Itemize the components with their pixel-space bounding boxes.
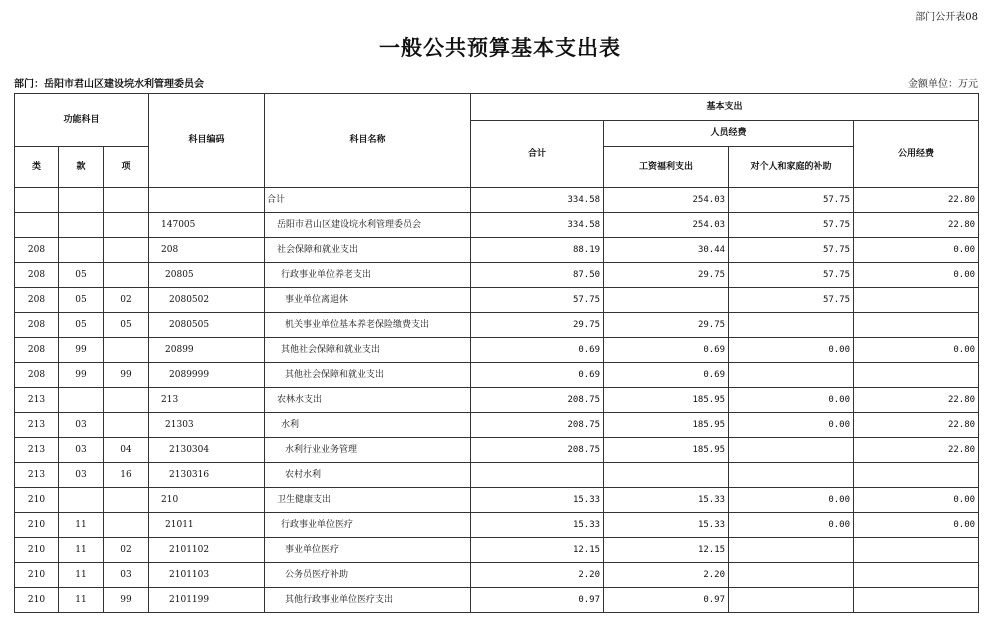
cell-wages: 254.03 — [604, 213, 729, 238]
cell-public: 0.00 — [854, 263, 979, 288]
cell-code: 2101199 — [149, 588, 265, 613]
cell-subsidy: 0.00 — [729, 513, 854, 538]
cell-xiang: 16 — [104, 463, 149, 488]
cell-code: 20805 — [149, 263, 265, 288]
header-kuan: 款 — [59, 147, 104, 188]
header-code: 科目编码 — [149, 94, 265, 188]
cell-total: 15.33 — [471, 488, 604, 513]
cell-kuan: 99 — [59, 338, 104, 363]
cell-public: 0.00 — [854, 238, 979, 263]
cell-name: 农村水利 — [265, 463, 471, 488]
cell-total: 208.75 — [471, 438, 604, 463]
header-wages: 工资福利支出 — [604, 147, 729, 188]
cell-name: 公务员医疗补助 — [265, 563, 471, 588]
cell-lei: 213 — [15, 413, 59, 438]
table-row — [15, 363, 979, 388]
cell-wages — [604, 288, 729, 313]
cell-kuan — [59, 388, 104, 413]
cell-wages: 185.95 — [604, 413, 729, 438]
cell-subsidy — [729, 463, 854, 488]
cell-kuan — [59, 488, 104, 513]
cell-name: 行政事业单位医疗 — [265, 513, 471, 538]
cell-total — [471, 463, 604, 488]
cell-wages: 2.20 — [604, 563, 729, 588]
cell-xiang — [104, 388, 149, 413]
cell-lei: 208 — [15, 288, 59, 313]
cell-kuan — [59, 213, 104, 238]
cell-total: 0.69 — [471, 338, 604, 363]
cell-xiang — [104, 188, 149, 213]
cell-name: 水利行业业务管理 — [265, 438, 471, 463]
table-row — [15, 463, 979, 488]
header-basic-expense: 基本支出 — [471, 94, 979, 121]
cell-xiang: 05 — [104, 313, 149, 338]
cell-subsidy: 57.75 — [729, 263, 854, 288]
cell-wages: 185.95 — [604, 388, 729, 413]
cell-kuan — [59, 188, 104, 213]
cell-lei — [15, 213, 59, 238]
cell-name: 机关事业单位基本养老保险缴费支出 — [265, 313, 471, 338]
report-tag: 部门公开表08 — [915, 12, 978, 23]
cell-wages: 15.33 — [604, 513, 729, 538]
cell-kuan: 03 — [59, 438, 104, 463]
cell-subsidy: 57.75 — [729, 188, 854, 213]
cell-wages: 29.75 — [604, 263, 729, 288]
department-label: 部门：岳阳市君山区建设垸水利管理委员会 — [14, 79, 204, 90]
cell-xiang: 99 — [104, 363, 149, 388]
cell-name: 岳阳市君山区建设垸水利管理委员会 — [265, 213, 471, 238]
table-row — [15, 563, 979, 588]
cell-public: 22.80 — [854, 413, 979, 438]
cell-code: 2089999 — [149, 363, 265, 388]
cell-kuan: 11 — [59, 513, 104, 538]
table-row — [15, 213, 979, 238]
cell-xiang — [104, 413, 149, 438]
cell-kuan: 05 — [59, 288, 104, 313]
cell-kuan: 11 — [59, 588, 104, 613]
cell-lei: 208 — [15, 338, 59, 363]
header-public: 公用经费 — [854, 121, 979, 188]
cell-name: 社会保障和就业支出 — [265, 238, 471, 263]
cell-lei: 210 — [15, 488, 59, 513]
cell-subsidy: 0.00 — [729, 413, 854, 438]
header-func-subject: 功能科目 — [15, 94, 149, 147]
cell-total: 0.97 — [471, 588, 604, 613]
cell-code: 2080502 — [149, 288, 265, 313]
cell-wages — [604, 463, 729, 488]
cell-xiang: 02 — [104, 288, 149, 313]
cell-lei: 210 — [15, 563, 59, 588]
cell-code: 2101103 — [149, 563, 265, 588]
cell-code: 208 — [149, 238, 265, 263]
cell-lei: 210 — [15, 513, 59, 538]
cell-kuan: 05 — [59, 263, 104, 288]
cell-xiang: 03 — [104, 563, 149, 588]
cell-code — [149, 188, 265, 213]
header-total: 合计 — [471, 121, 604, 188]
cell-name: 其他行政事业单位医疗支出 — [265, 588, 471, 613]
cell-public: 0.00 — [854, 488, 979, 513]
budget-table — [14, 93, 979, 613]
cell-wages: 29.75 — [604, 313, 729, 338]
header-subsidy: 对个人和家庭的补助 — [729, 147, 854, 188]
cell-name: 卫生健康支出 — [265, 488, 471, 513]
header-xiang: 项 — [104, 147, 149, 188]
cell-code: 2101102 — [149, 538, 265, 563]
cell-wages: 254.03 — [604, 188, 729, 213]
cell-total: 87.50 — [471, 263, 604, 288]
cell-code: 21011 — [149, 513, 265, 538]
cell-xiang: 99 — [104, 588, 149, 613]
cell-kuan — [59, 238, 104, 263]
cell-name: 行政事业单位养老支出 — [265, 263, 471, 288]
cell-lei: 210 — [15, 538, 59, 563]
cell-total: 0.69 — [471, 363, 604, 388]
cell-subsidy: 0.00 — [729, 338, 854, 363]
cell-public — [854, 288, 979, 313]
table-row — [15, 188, 979, 213]
cell-code: 21303 — [149, 413, 265, 438]
cell-public: 22.80 — [854, 213, 979, 238]
cell-code: 210 — [149, 488, 265, 513]
cell-public — [854, 538, 979, 563]
cell-xiang — [104, 513, 149, 538]
cell-name: 其他社会保障和就业支出 — [265, 363, 471, 388]
cell-xiang — [104, 213, 149, 238]
cell-wages: 15.33 — [604, 488, 729, 513]
table-row — [15, 413, 979, 438]
cell-subsidy — [729, 538, 854, 563]
cell-subsidy — [729, 313, 854, 338]
cell-name: 水利 — [265, 413, 471, 438]
cell-total: 57.75 — [471, 288, 604, 313]
cell-name: 其他社会保障和就业支出 — [265, 338, 471, 363]
cell-kuan: 11 — [59, 538, 104, 563]
cell-name: 合计 — [265, 188, 471, 213]
header-name: 科目名称 — [265, 94, 471, 188]
cell-subsidy: 0.00 — [729, 388, 854, 413]
cell-subsidy — [729, 588, 854, 613]
cell-public: 0.00 — [854, 338, 979, 363]
cell-wages: 0.69 — [604, 363, 729, 388]
cell-xiang — [104, 488, 149, 513]
cell-wages: 185.95 — [604, 438, 729, 463]
cell-code: 2080505 — [149, 313, 265, 338]
cell-code: 2130316 — [149, 463, 265, 488]
cell-lei: 208 — [15, 313, 59, 338]
table-row — [15, 263, 979, 288]
cell-lei: 213 — [15, 388, 59, 413]
cell-public: 22.80 — [854, 388, 979, 413]
cell-public — [854, 588, 979, 613]
cell-wages: 12.15 — [604, 538, 729, 563]
cell-public — [854, 563, 979, 588]
cell-wages: 30.44 — [604, 238, 729, 263]
cell-wages: 0.69 — [604, 338, 729, 363]
table-row — [15, 338, 979, 363]
table-row — [15, 388, 979, 413]
cell-total: 208.75 — [471, 413, 604, 438]
cell-kuan: 03 — [59, 463, 104, 488]
table-row — [15, 538, 979, 563]
unit-label: 金额单位：万元 — [908, 79, 978, 90]
cell-subsidy: 57.75 — [729, 238, 854, 263]
cell-public — [854, 463, 979, 488]
table-row — [15, 288, 979, 313]
cell-total: 334.58 — [471, 188, 604, 213]
cell-xiang — [104, 338, 149, 363]
table-body — [15, 188, 979, 613]
page-title: 一般公共预算基本支出表 — [379, 36, 621, 60]
table-row — [15, 488, 979, 513]
cell-code: 147005 — [149, 213, 265, 238]
cell-lei: 210 — [15, 588, 59, 613]
cell-subsidy: 57.75 — [729, 213, 854, 238]
cell-total: 15.33 — [471, 513, 604, 538]
cell-kuan: 11 — [59, 563, 104, 588]
cell-xiang: 02 — [104, 538, 149, 563]
cell-lei — [15, 188, 59, 213]
cell-code: 213 — [149, 388, 265, 413]
cell-public: 22.80 — [854, 438, 979, 463]
cell-public — [854, 313, 979, 338]
table-row — [15, 513, 979, 538]
cell-subsidy — [729, 363, 854, 388]
cell-xiang: 04 — [104, 438, 149, 463]
cell-public: 22.80 — [854, 188, 979, 213]
cell-lei: 213 — [15, 438, 59, 463]
header-lei: 类 — [15, 147, 59, 188]
table-row — [15, 313, 979, 338]
cell-lei: 213 — [15, 463, 59, 488]
cell-xiang — [104, 238, 149, 263]
cell-public — [854, 363, 979, 388]
cell-total: 2.20 — [471, 563, 604, 588]
cell-subsidy — [729, 438, 854, 463]
cell-code: 2130304 — [149, 438, 265, 463]
cell-lei: 208 — [15, 238, 59, 263]
table-row — [15, 588, 979, 613]
cell-total: 29.75 — [471, 313, 604, 338]
cell-code: 20899 — [149, 338, 265, 363]
cell-total: 334.58 — [471, 213, 604, 238]
cell-lei: 208 — [15, 363, 59, 388]
cell-name: 事业单位离退休 — [265, 288, 471, 313]
cell-kuan: 03 — [59, 413, 104, 438]
cell-xiang — [104, 263, 149, 288]
table-row — [15, 238, 979, 263]
cell-subsidy: 57.75 — [729, 288, 854, 313]
cell-name: 事业单位医疗 — [265, 538, 471, 563]
cell-kuan: 99 — [59, 363, 104, 388]
cell-total: 88.19 — [471, 238, 604, 263]
cell-subsidy — [729, 563, 854, 588]
cell-name: 农林水支出 — [265, 388, 471, 413]
cell-total: 12.15 — [471, 538, 604, 563]
cell-wages: 0.97 — [604, 588, 729, 613]
cell-subsidy: 0.00 — [729, 488, 854, 513]
cell-lei: 208 — [15, 263, 59, 288]
cell-total: 208.75 — [471, 388, 604, 413]
table-row — [15, 438, 979, 463]
header-personnel: 人员经费 — [604, 121, 854, 147]
cell-public: 0.00 — [854, 513, 979, 538]
cell-kuan: 05 — [59, 313, 104, 338]
